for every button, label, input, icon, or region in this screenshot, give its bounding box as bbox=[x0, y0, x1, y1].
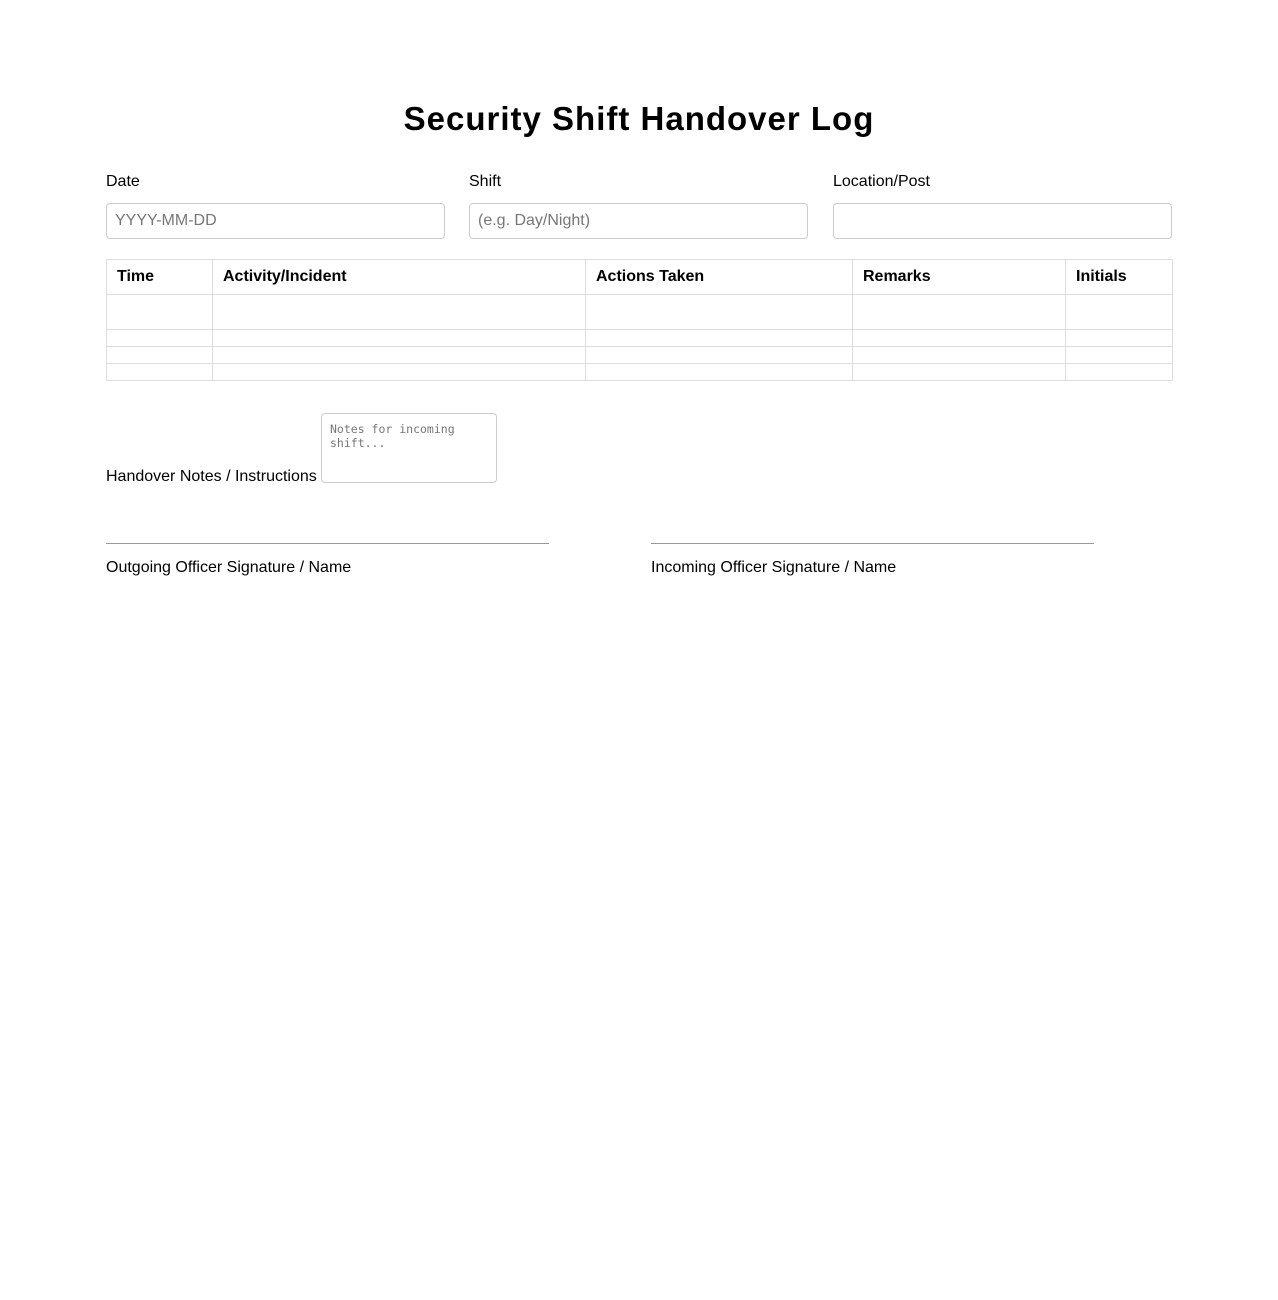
log-table bbox=[106, 259, 1173, 381]
outgoing-signature-label: Outgoing Officer Signature / Name bbox=[106, 559, 352, 576]
table-cell[interactable] bbox=[586, 330, 853, 347]
table-cell[interactable] bbox=[586, 347, 853, 364]
header-time: Time bbox=[107, 260, 213, 295]
date-field bbox=[106, 172, 445, 239]
header-actions: Actions Taken bbox=[586, 260, 853, 295]
table-cell[interactable] bbox=[107, 330, 213, 347]
table-cell[interactable] bbox=[1066, 330, 1173, 347]
table-cell[interactable] bbox=[853, 347, 1066, 364]
table-cell[interactable] bbox=[107, 347, 213, 364]
table-cell[interactable] bbox=[213, 364, 586, 381]
table-cell[interactable] bbox=[107, 364, 213, 381]
table-row bbox=[107, 295, 1173, 330]
table-cell[interactable] bbox=[1066, 347, 1173, 364]
location-field bbox=[833, 172, 1172, 239]
table-row bbox=[107, 347, 1173, 364]
table-cell[interactable] bbox=[586, 295, 853, 330]
date-input[interactable] bbox=[106, 203, 445, 239]
table-cell[interactable] bbox=[853, 364, 1066, 381]
header-initials: Initials bbox=[1066, 260, 1173, 295]
incoming-signature-label: Incoming Officer Signature / Name bbox=[651, 559, 897, 576]
table-row bbox=[107, 364, 1173, 381]
table-row bbox=[107, 330, 1173, 347]
table-cell[interactable] bbox=[853, 330, 1066, 347]
table-header-row bbox=[107, 260, 1173, 295]
table-cell[interactable] bbox=[107, 295, 213, 330]
table-cell[interactable] bbox=[213, 295, 586, 330]
page-title: Security Shift Handover Log bbox=[403, 100, 875, 137]
table-cell[interactable] bbox=[1066, 364, 1173, 381]
location-input[interactable] bbox=[833, 203, 1172, 239]
table-cell[interactable] bbox=[586, 364, 853, 381]
location-label: Location/Post bbox=[833, 173, 930, 190]
shift-label: Shift bbox=[469, 173, 502, 190]
shift-input[interactable] bbox=[469, 203, 808, 239]
header-remarks: Remarks bbox=[853, 260, 1066, 295]
table-cell[interactable] bbox=[1066, 295, 1173, 330]
notes-textarea[interactable] bbox=[321, 413, 497, 483]
notes-label: Handover Notes / Instructions bbox=[106, 468, 317, 485]
table-cell[interactable] bbox=[853, 295, 1066, 330]
header-activity: Activity/Incident bbox=[213, 260, 586, 295]
date-label: Date bbox=[106, 173, 140, 190]
shift-field bbox=[469, 172, 808, 239]
incoming-signature-line bbox=[651, 543, 1094, 577]
outgoing-signature-line bbox=[106, 543, 549, 577]
table-cell[interactable] bbox=[213, 330, 586, 347]
table-cell[interactable] bbox=[213, 347, 586, 364]
